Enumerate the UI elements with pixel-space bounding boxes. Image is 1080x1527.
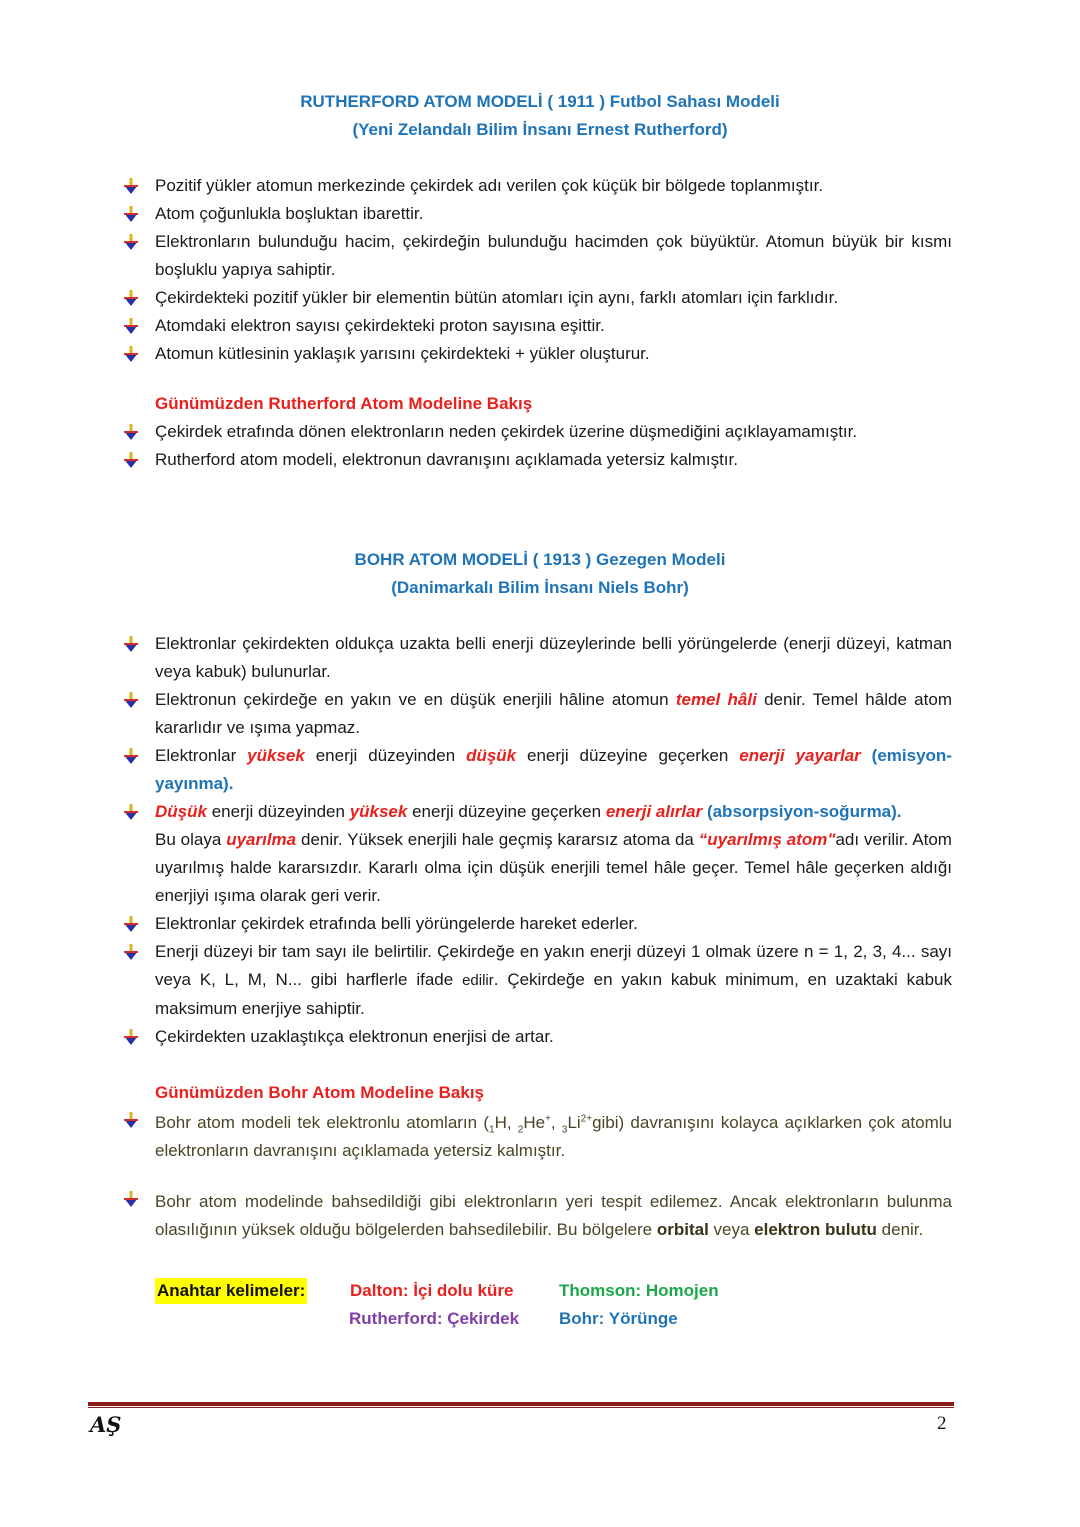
list-item: Çekirdekteki pozitif yükler bir elementin bütün atomları için aynı, farklı atomları için farklıdır. xyxy=(118,284,952,312)
bullet-arrow-icon xyxy=(124,1029,138,1045)
list-item: Elektronun çekirdeğe en yakın ve en düşük enerjili hâline atomun temel hâli denir. Temel hâlde atom kararlıdır ve ışıma yapmaz. xyxy=(118,686,952,742)
bullet-arrow-icon xyxy=(124,1191,138,1207)
bullet-arrow-icon xyxy=(124,346,138,362)
bullet-arrow-icon xyxy=(124,234,138,250)
rutherford-list-block xyxy=(118,172,952,368)
list-item: Elektronlar çekirdek etrafında belli yörüngelerde hareket ederler. xyxy=(118,910,952,938)
bohr-list-block xyxy=(118,630,952,1051)
list-item: Atom çoğunlukla boşluktan ibarettir. xyxy=(118,200,952,228)
footer-rule-thin xyxy=(88,1407,954,1408)
bohr-review-block xyxy=(118,1079,952,1244)
bohr-list xyxy=(118,630,952,1051)
rutherford-title: RUTHERFORD ATOM MODELİ ( 1911 ) Futbol Sahası Modeli xyxy=(300,92,780,111)
footer-rule xyxy=(88,1402,954,1406)
list-item: Çekirdekten uzaklaştıkça elektronun enerjisi de artar. xyxy=(118,1023,952,1051)
bullet-arrow-icon xyxy=(124,290,138,306)
rutherford-review-title: Günümüzden Rutherford Atom Modeline Bakış xyxy=(155,394,533,413)
list-item: Çekirdek etrafında dönen elektronların neden çekirdek üzerine düşmediğini açıklayamamıştır. xyxy=(118,418,952,446)
list-item: Atomdaki elektron sayısı çekirdekteki proton sayısına eşittir. xyxy=(118,312,952,340)
bullet-arrow-icon xyxy=(124,452,138,468)
rutherford-subtitle: (Yeni Zelandalı Bilim İnsanı Ernest Rutherford) xyxy=(352,120,728,139)
bullet-arrow-icon xyxy=(124,206,138,222)
list-item: Rutherford atom modeli, elektronun davranışını açıklamada yetersiz kalmıştır. xyxy=(118,446,952,474)
bullet-arrow-icon xyxy=(124,1112,138,1128)
bullet-arrow-icon xyxy=(124,692,138,708)
page-number: 2 xyxy=(937,1413,947,1434)
list-item: Elektronlar çekirdekten oldukça uzakta belli enerji düzeylerinde belli yörüngelerde (enerji düzeyi, katman veya kabuk) bulunurlar. xyxy=(118,630,952,686)
list-item: Bohr atom modeli tek elektronlu atomların ($_1H$, $_2$He+, $_3Li^{2+}gibi$) davranışını kolayca açıklarken çok atomlu elektronların davranışını açıklamada yetersiz kalmıştır. xyxy=(118,1109,952,1165)
list-item: Pozitif yükler atomun merkezinde çekirdek adı verilen çok küçük bir bölgede toplanmıştır. xyxy=(118,172,952,200)
keywords-label: Anahtar kelimeler: xyxy=(155,1278,307,1304)
author-signature: AŞ xyxy=(90,1412,122,1437)
rutherford-review-list xyxy=(118,418,952,474)
list-item: Bohr atom modelinde bahsedildiği gibi elektronların yeri tespit edilemez. Ancak elektronların bulunma olasılığının yüksek olduğu bölgelerden bahsedilebilir. Bu bölgelere orbital veya elektron bulutu denir. xyxy=(118,1188,952,1244)
bullet-arrow-icon xyxy=(124,318,138,334)
bullet-arrow-icon xyxy=(124,916,138,932)
list-item: Düşük enerji düzeyinden yüksek enerji düzeyine geçerken enerji alırlar (absorpsiyon-soğurma). Bu olaya uyarılma denir. Yüksek enerjili hale geçmiş kararsız atoma da “uyarılmış atom"adı verilir. Atom uyarılmış halde kararsızdır. Kararlı olma için düşük enerjili temel hâle geçer. Temel hâle geçerken aldığı enerjiyi ışıma olarak geri verir. xyxy=(118,798,952,910)
keyword-dalton: Dalton: İçi dolu küre xyxy=(350,1281,514,1300)
list-item: Elektronların bulunduğu hacim, çekirdeğin bulunduğu hacimden çok büyüktür. Atomun büyük bir kısmı boşluklu yapıya sahiptir. xyxy=(118,228,952,284)
rutherford-list xyxy=(118,172,952,368)
bohr-subtitle: (Danimarkalı Bilim İnsanı Niels Bohr) xyxy=(391,578,689,597)
list-item: Enerji düzeyi bir tam sayı ile belirtilir. Çekirdeğe en yakın enerji düzeyi 1 olmak üzere n = 1, 2, 3, 4... sayı veya K, L, M, N... gibi harflerle ifade edilir. Çekirdeğe en yakın kabuk minimum, en uzaktaki kabuk maksimum enerjiye sahiptir. xyxy=(118,938,952,1023)
bullet-arrow-icon xyxy=(124,748,138,764)
rutherford-review-block xyxy=(118,390,952,474)
bullet-arrow-icon xyxy=(124,178,138,194)
list-item: Elektronlar yüksek enerji düzeyinden düşük enerji düzeyine geçerken enerji yayarlar (emisyon-yayınma). xyxy=(118,742,952,798)
list-item: Atomun kütlesinin yaklaşık yarısını çekirdekteki + yükler oluşturur. xyxy=(118,340,952,368)
bohr-title: BOHR ATOM MODELİ ( 1913 ) Gezegen Modeli xyxy=(354,550,726,569)
bullet-arrow-icon xyxy=(124,804,138,820)
bullet-arrow-icon xyxy=(124,424,138,440)
keyword-rutherford: Rutherford: Çekirdek xyxy=(349,1309,520,1328)
bullet-arrow-icon xyxy=(124,636,138,652)
bohr-review-title: Günümüzden Bohr Atom Modeline Bakış xyxy=(155,1083,484,1102)
keyword-thomson: Thomson: Homojen xyxy=(559,1281,719,1300)
bullet-arrow-icon xyxy=(124,944,138,960)
bohr-review-list xyxy=(118,1109,952,1244)
keyword-bohr: Bohr: Yörünge xyxy=(559,1309,678,1328)
